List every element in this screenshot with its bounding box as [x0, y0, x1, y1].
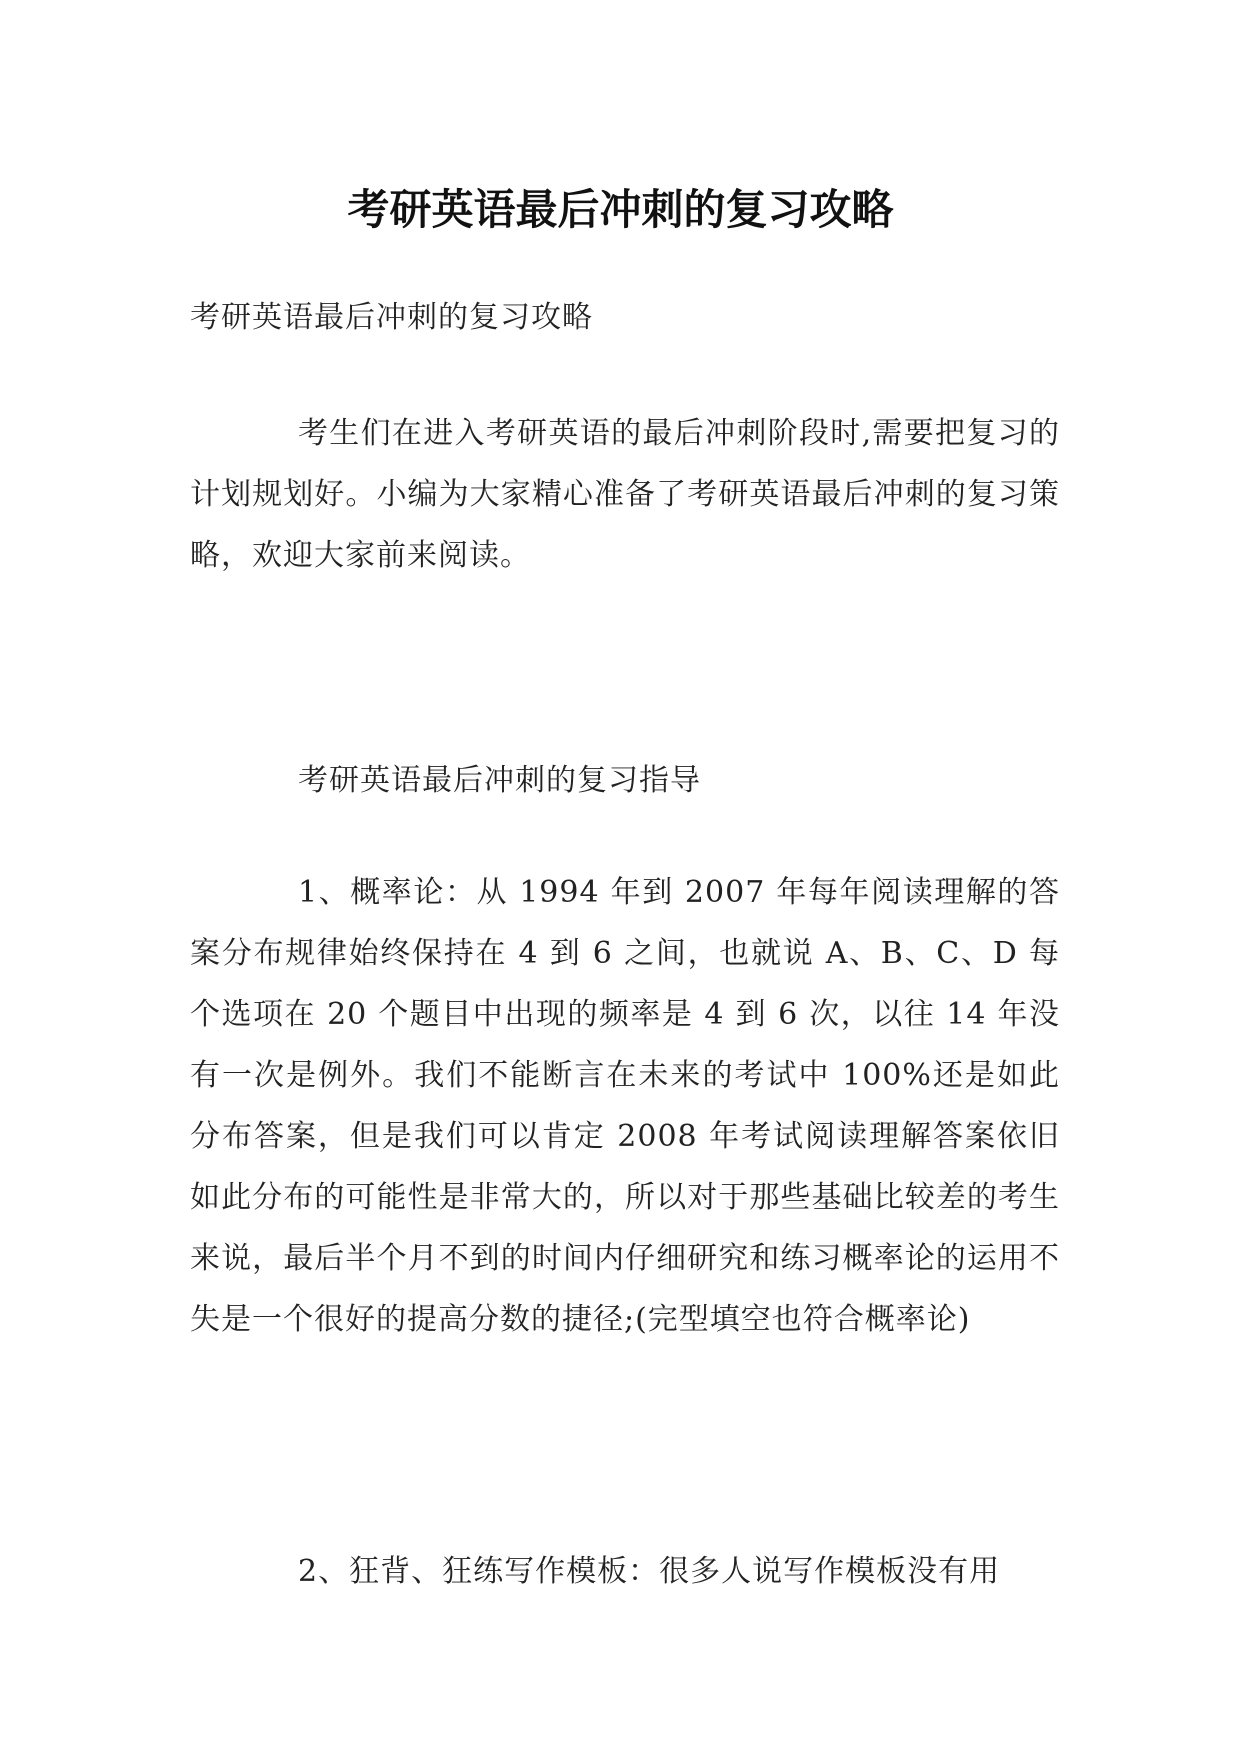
intro-paragraph: 考生们在进入考研英语的最后冲刺阶段时,需要把复习的计划规划好。小编为大家精心准备了考研英语最后冲刺的复习策略，欢迎大家前来阅读。 [190, 416, 1060, 573]
guide-heading: 考研英语最后冲刺的复习指导 [298, 763, 701, 798]
document-title: 考研英语最后冲刺的复习攻略 [347, 185, 894, 235]
point-1-paragraph: 1、概率论：从 1994 年到 2007 年每年阅读理解的答案分布规律始终保持在 4 到 6 之间，也就说 A、B、C、D 每个选项在 20 个题目中出现的频率是 4 到 6 次，以往 14 年没有一次是例外。我们不能断言在未来的考试中 100%还是如此分布答案，但是我们可以肯定 2008 年考试阅读理解答案依旧如此分布的可能性是非常大的，所以对于那些基础比较差的考生来说，最后半个月不到的时间内仔细研究和练习概率论的运用不失是一个很好的提高分数的捷径;(完型填空也符合概率论) [190, 875, 1060, 1337]
point-2-paragraph: 2、狂背、狂练写作模板：很多人说写作模板没有用 [298, 1554, 1001, 1589]
document-subtitle: 考研英语最后冲刺的复习攻略 [190, 300, 593, 335]
